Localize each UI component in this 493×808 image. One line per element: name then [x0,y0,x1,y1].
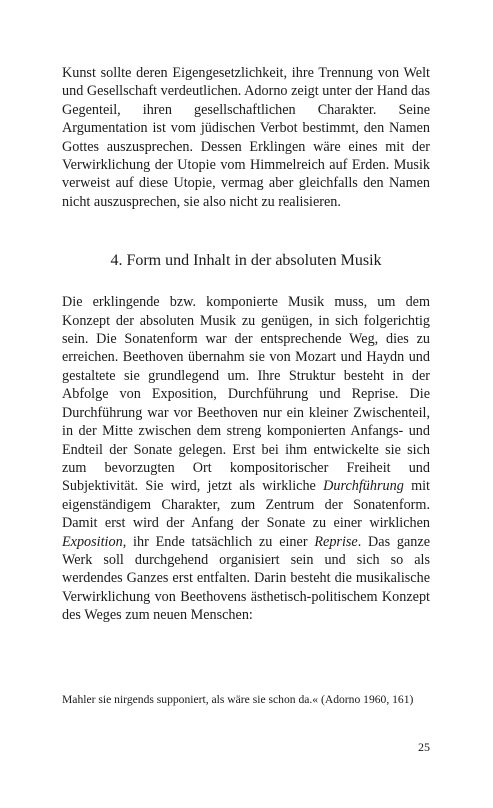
paragraph-intro: Kunst sollte deren Eigengesetzlichkeit, ihre Trennung von Welt und Gesellschaft verdeutlichen. Adorno zeigt unter der Hand das Gegenteil, ihren gesellschaftlichen Charakter. Seine Argumentation ist vom jüdischen Verbot bestimmt, den Namen Gottes auszusprechen. Dessen Erklingen wäre eines mit der Verwirklichung der Utopie vom Himmelreich auf Erden. Musik verweist auf diese Utopie, vermag aber gleichfalls den Namen nicht auszusprechen, sie also nicht zu realisieren. [62,65,430,210]
paragraph-text-segment: Die erklingende bzw. komponierte Musik muss, um dem Konzept der absoluten Musik zu genügen, in sich folgerichtig sein. Die Sonatenform war der entsprechende Weg, dies zu erreichen. Beethoven übernahm sie von Mozart und Haydn und gestaltete sie grundlegend um. Ihre Struktur besteht in der Abfolge von Exposition, Durchführung und Reprise. Die Durchführung war vor Beethoven nur ein kleiner Zwischenteil, in der Mitte zwischen dem streng komponierten Anfangs- und Endteil der Sonate gelegen. Erst bei ihm entwickelte sie sich zum bevorzugten Ort kompositorischer Freiheit und Subjektivität. Sie wird, jetzt als wirkliche [62,294,430,495]
paragraph-text-segment: . Das ganze Werk soll durchgehend organisiert sein und sich so als werdendes Ganzes erst entfalten. Darin besteht die musikalische Verwirklichung von Beethovens ästhetisch-politischem Konzept des Weges zum neuen Menschen: [62,533,430,624]
paragraph-text-segment: , ihr Ende tatsächlich zu einer [122,533,315,550]
emphasis-exposition: Exposition [62,533,123,550]
footnote: Mahler sie nirgends supponiert, als wäre sie schon da.« (Adorno 1960, 161) [62,693,414,706]
emphasis-reprise: Reprise [314,533,358,550]
section-heading: 4. Form und Inhalt in der absoluten Musik [110,252,382,270]
emphasis-durchfuehrung: Durchführung [323,478,404,495]
page-number: 25 [418,740,430,754]
paragraph-sonatenform [62,293,430,624]
paragraph-text-segment: mit eigenständigem Charakter, zum Zentrum der Sonatenform. Damit erst wird der Anfang der Sonate zu einer wirklichen [62,478,431,532]
main-text-block [62,64,430,625]
